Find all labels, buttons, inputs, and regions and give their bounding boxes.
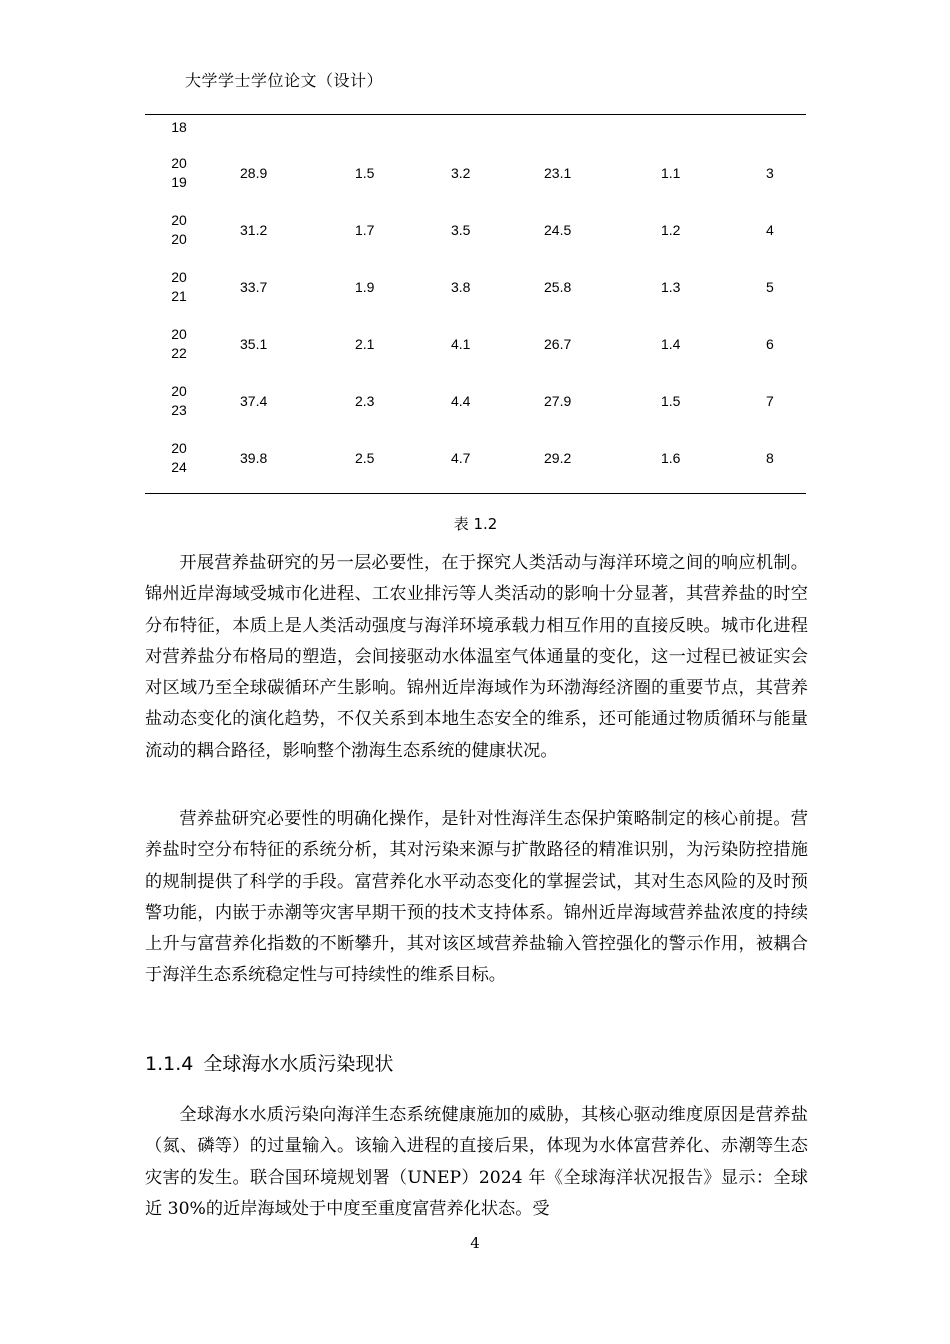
table-cell: 3 bbox=[766, 165, 774, 181]
year-cell: 20 24 bbox=[171, 440, 187, 475]
table-top-rule bbox=[145, 114, 806, 115]
table-cell: 4 bbox=[766, 222, 774, 238]
table-bottom-rule bbox=[145, 493, 806, 494]
table-cell: 1.3 bbox=[661, 279, 681, 295]
table-cell: 28.9 bbox=[240, 165, 268, 181]
table-cell: 1.6 bbox=[661, 450, 681, 466]
table-cell: 1.4 bbox=[661, 336, 681, 352]
table-cell: 3.5 bbox=[451, 222, 471, 238]
year-cell: 20 22 bbox=[171, 326, 187, 361]
table-cell: 1.2 bbox=[661, 222, 681, 238]
year-cell: 20 20 bbox=[171, 212, 187, 247]
section-number: 1.1.4 bbox=[145, 1053, 194, 1075]
table-cell: 1.5 bbox=[355, 165, 375, 181]
table-cell: 1.5 bbox=[661, 393, 681, 409]
table-cell: 2.5 bbox=[355, 450, 375, 466]
body-paragraph: 全球海水水质污染向海洋生态系统健康施加的威胁，其核心驱动维度原因是营养盐（氮、磷等）的过量输入。该输入进程的直接后果，体现为水体富营养化、赤潮等生态灾害的发生。联合国环境规划署（UNEP）2024 年《全球海洋状况报告》显示：全球近 30%的近岸海域处于中度至重度富营养化状态。受 bbox=[145, 1105, 808, 1219]
table-cell: 1.7 bbox=[355, 222, 375, 238]
section-title: 全球海水水质污染现状 bbox=[203, 1053, 394, 1075]
running-header: 大学学士学位论文（设计） bbox=[185, 71, 384, 90]
table-cell: 27.9 bbox=[544, 393, 572, 409]
year-cell: 20 21 bbox=[171, 269, 187, 304]
table-cell: 33.7 bbox=[240, 279, 268, 295]
table-cell: 35.1 bbox=[240, 336, 268, 352]
table-cell: 24.5 bbox=[544, 222, 572, 238]
table-cell: 6 bbox=[766, 336, 774, 352]
table-cell: 4.4 bbox=[451, 393, 471, 409]
table-cell: 37.4 bbox=[240, 393, 268, 409]
table-cell: 4.1 bbox=[451, 336, 471, 352]
table-cell: 1.1 bbox=[661, 165, 681, 181]
table-cell: 26.7 bbox=[544, 336, 572, 352]
year-cell: 20 23 bbox=[171, 383, 187, 418]
table-cell: 8 bbox=[766, 450, 774, 466]
year-cell: 18 bbox=[171, 119, 187, 135]
body-paragraph: 营养盐研究必要性的明确化操作，是针对性海洋生态保护策略制定的核心前提。营养盐时空分布特征的系统分析，其对污染来源与扩散路径的精准识别，为污染防控措施的规制提供了科学的手段。富营养化水平动态变化的掌握尝试，其对生态风险的及时预警功能，内嵌于赤潮等灾害早期干预的技术支持体系。锦州近岸海域营养盐浓度的持续上升与富营养化指数的不断攀升，其对该区域营养盐输入管控强化的警示作用，被耦合于海洋生态系统稳定性与可持续性的维系目标。 bbox=[145, 809, 808, 986]
table-cell: 7 bbox=[766, 393, 774, 409]
section-heading bbox=[145, 1049, 393, 1076]
table-cell: 1.9 bbox=[355, 279, 375, 295]
table-cell: 29.2 bbox=[544, 450, 572, 466]
table-cell: 31.2 bbox=[240, 222, 268, 238]
table-cell: 3.2 bbox=[451, 165, 471, 181]
table-cell: 3.8 bbox=[451, 279, 471, 295]
table-cell: 4.7 bbox=[451, 450, 471, 466]
year-cell: 20 19 bbox=[171, 155, 187, 190]
page-number: 4 bbox=[470, 1234, 480, 1252]
table-cell: 23.1 bbox=[544, 165, 572, 181]
table-cell: 2.3 bbox=[355, 393, 375, 409]
table-cell: 2.1 bbox=[355, 336, 375, 352]
table-cell: 5 bbox=[766, 279, 774, 295]
body-paragraph: 开展营养盐研究的另一层必要性，在于探究人类活动与海洋环境之间的响应机制。锦州近岸海域受城市化进程、工农业排污等人类活动的影响十分显著，其营养盐的时空分布特征，本质上是人类活动强度与海洋环境承载力相互作用的直接反映。城市化进程对营养盐分布格局的塑造，会间接驱动水体温室气体通量的变化，这一过程已被证实会对区域乃至全球碳循环产生影响。锦州近岸海域作为环渤海经济圈的重要节点，其营养盐动态变化的演化趋势，不仅关系到本地生态安全的维系，还可能通过物质循环与能量流动的耦合路径，影响整个渤海生态系统的健康状况。 bbox=[145, 553, 808, 761]
table-caption: 表 1.2 bbox=[453, 515, 498, 533]
table-cell: 39.8 bbox=[240, 450, 268, 466]
table-cell: 25.8 bbox=[544, 279, 572, 295]
